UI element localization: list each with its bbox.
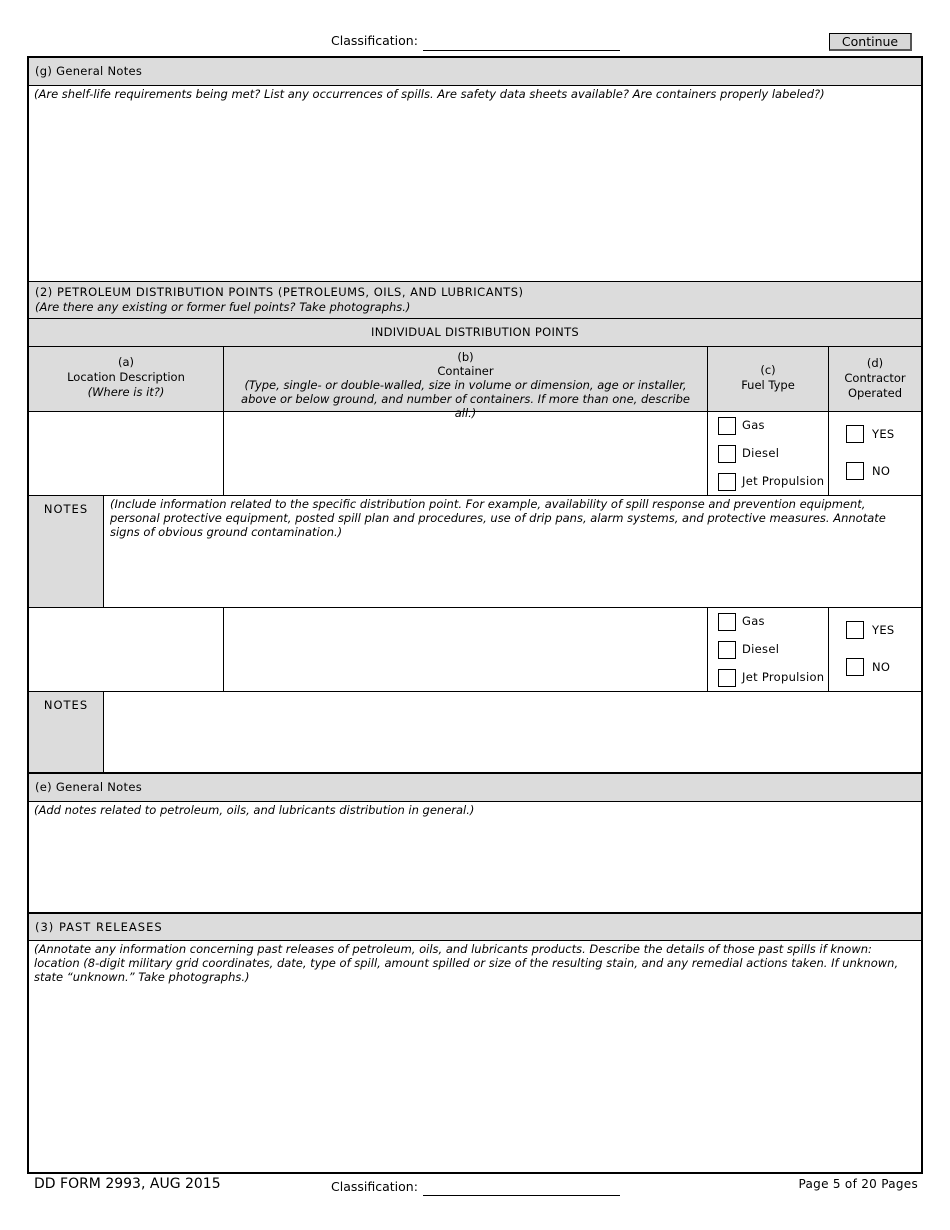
section-e-notes-field[interactable] <box>29 802 921 914</box>
contractor-operated-cell <box>829 412 921 495</box>
distribution-point-row <box>29 412 921 496</box>
distribution-table-title: INDIVIDUAL DISTRIBUTION POINTS <box>29 319 921 347</box>
yes-checkbox[interactable] <box>846 621 864 639</box>
section-e-title: (e) General Notes <box>35 780 142 794</box>
notes-label: NOTES <box>29 692 104 772</box>
jet-propulsion-checkbox[interactable] <box>718 669 736 687</box>
yes-label: YES <box>872 427 895 441</box>
gas-label: Gas <box>742 418 765 432</box>
location-description-field[interactable] <box>29 412 224 495</box>
no-checkbox[interactable] <box>846 462 864 480</box>
diesel-label: Diesel <box>742 642 780 656</box>
diesel-checkbox[interactable] <box>718 445 736 463</box>
form-id: DD FORM 2993, AUG 2015 <box>34 1176 221 1192</box>
fuel-type-cell <box>708 412 829 495</box>
column-c-label: Fuel Type <box>741 378 795 392</box>
container-field[interactable] <box>224 412 708 495</box>
jet-propulsion-checkbox[interactable] <box>718 473 736 491</box>
classification-field[interactable] <box>423 50 620 51</box>
classification-label: Classification: <box>331 33 418 48</box>
distribution-notes-field[interactable] <box>104 496 921 607</box>
diesel-label: Diesel <box>742 446 780 460</box>
diesel-checkbox[interactable] <box>718 641 736 659</box>
section-3-prompt: (Annotate any information concerning past releases of petroleum, oils, and lubricants products. Describe the details of those past spills if known: location (8-digit military grid coordinates, date, type of spill, amount spilled or size of the resulting stain, and any remedial actions taken. If unknown, state “unknown.” Take photographs.) <box>34 942 899 984</box>
section-2-header <box>29 282 921 319</box>
distribution-table-header <box>29 347 921 420</box>
page-info: Page 5 of 20 Pages <box>798 1177 918 1191</box>
footer-classification-field[interactable] <box>423 1195 620 1196</box>
container-field[interactable] <box>224 608 708 691</box>
fuel-type-cell <box>708 608 829 691</box>
section-g-prompt: (Are shelf-life requirements being met? List any occurrences of spills. Are safety data sheets available? Are containers properly labeled?) <box>34 87 825 101</box>
footer-classification-label: Classification: <box>331 1179 418 1194</box>
jet-propulsion-label: Jet Propulsion <box>742 670 825 684</box>
gas-checkbox[interactable] <box>718 613 736 631</box>
notes-label: NOTES <box>29 496 104 607</box>
column-a-header <box>29 347 224 411</box>
section-2-subtitle: (Are there any existing or former fuel points? Take photographs.) <box>35 300 411 314</box>
section-e-prompt: (Add notes related to petroleum, oils, and lubricants distribution in general.) <box>34 803 475 817</box>
column-a-letter: (a) <box>117 355 135 369</box>
column-a-hint: (Where is it?) <box>87 385 165 399</box>
notes-hint: (Include information related to the specific distribution point. For example, availability of spill response and prevention equipment, personal protective equipment, posted spill plan and procedures, use of drip pans, alarm systems, and protective measures. Annotate signs of obvious ground contamination.) <box>110 497 886 539</box>
gas-checkbox[interactable] <box>718 417 736 435</box>
continue-button[interactable]: Continue <box>829 33 912 51</box>
section-3-header <box>29 914 921 941</box>
section-2-title: (2) PETROLEUM DISTRIBUTION POINTS (PETROLEUMS, OILS, AND LUBRICANTS) <box>35 285 524 299</box>
section-g-title: (g) General Notes <box>35 64 143 78</box>
yes-checkbox[interactable] <box>846 425 864 443</box>
no-label: NO <box>872 464 891 478</box>
distribution-notes-field[interactable] <box>104 692 921 772</box>
section-3-title: (3) PAST RELEASES <box>35 920 163 934</box>
column-b-letter: (b) <box>457 350 474 364</box>
column-a-label: Location Description <box>67 370 185 384</box>
no-checkbox[interactable] <box>846 658 864 676</box>
no-label: NO <box>872 660 891 674</box>
distribution-notes-row <box>29 692 921 774</box>
yes-label: YES <box>872 623 895 637</box>
section-g-header <box>29 58 921 86</box>
column-b-header <box>224 347 708 420</box>
column-b-label: Container <box>437 364 494 378</box>
jet-propulsion-label: Jet Propulsion <box>742 474 825 488</box>
column-c-letter: (c) <box>760 363 776 377</box>
section-g-notes-field[interactable] <box>29 86 921 282</box>
column-d-label-2: Operated <box>847 386 903 400</box>
column-c-header <box>708 347 829 411</box>
section-e-header <box>29 774 921 802</box>
column-d-label-1: Contractor <box>844 371 906 385</box>
contractor-operated-cell <box>829 608 921 691</box>
distribution-point-row <box>29 608 921 692</box>
gas-label: Gas <box>742 614 765 628</box>
form-page <box>27 56 923 1174</box>
location-description-field[interactable] <box>29 608 224 691</box>
column-d-letter: (d) <box>866 356 884 370</box>
column-d-header <box>829 347 921 411</box>
column-b-hint: (Type, single- or double-walled, size in volume or dimension, age or installer, above or below ground, and number of containers. If more than one, describe all.) <box>241 378 690 420</box>
distribution-notes-row <box>29 496 921 608</box>
section-3-notes-field[interactable] <box>29 941 921 1172</box>
